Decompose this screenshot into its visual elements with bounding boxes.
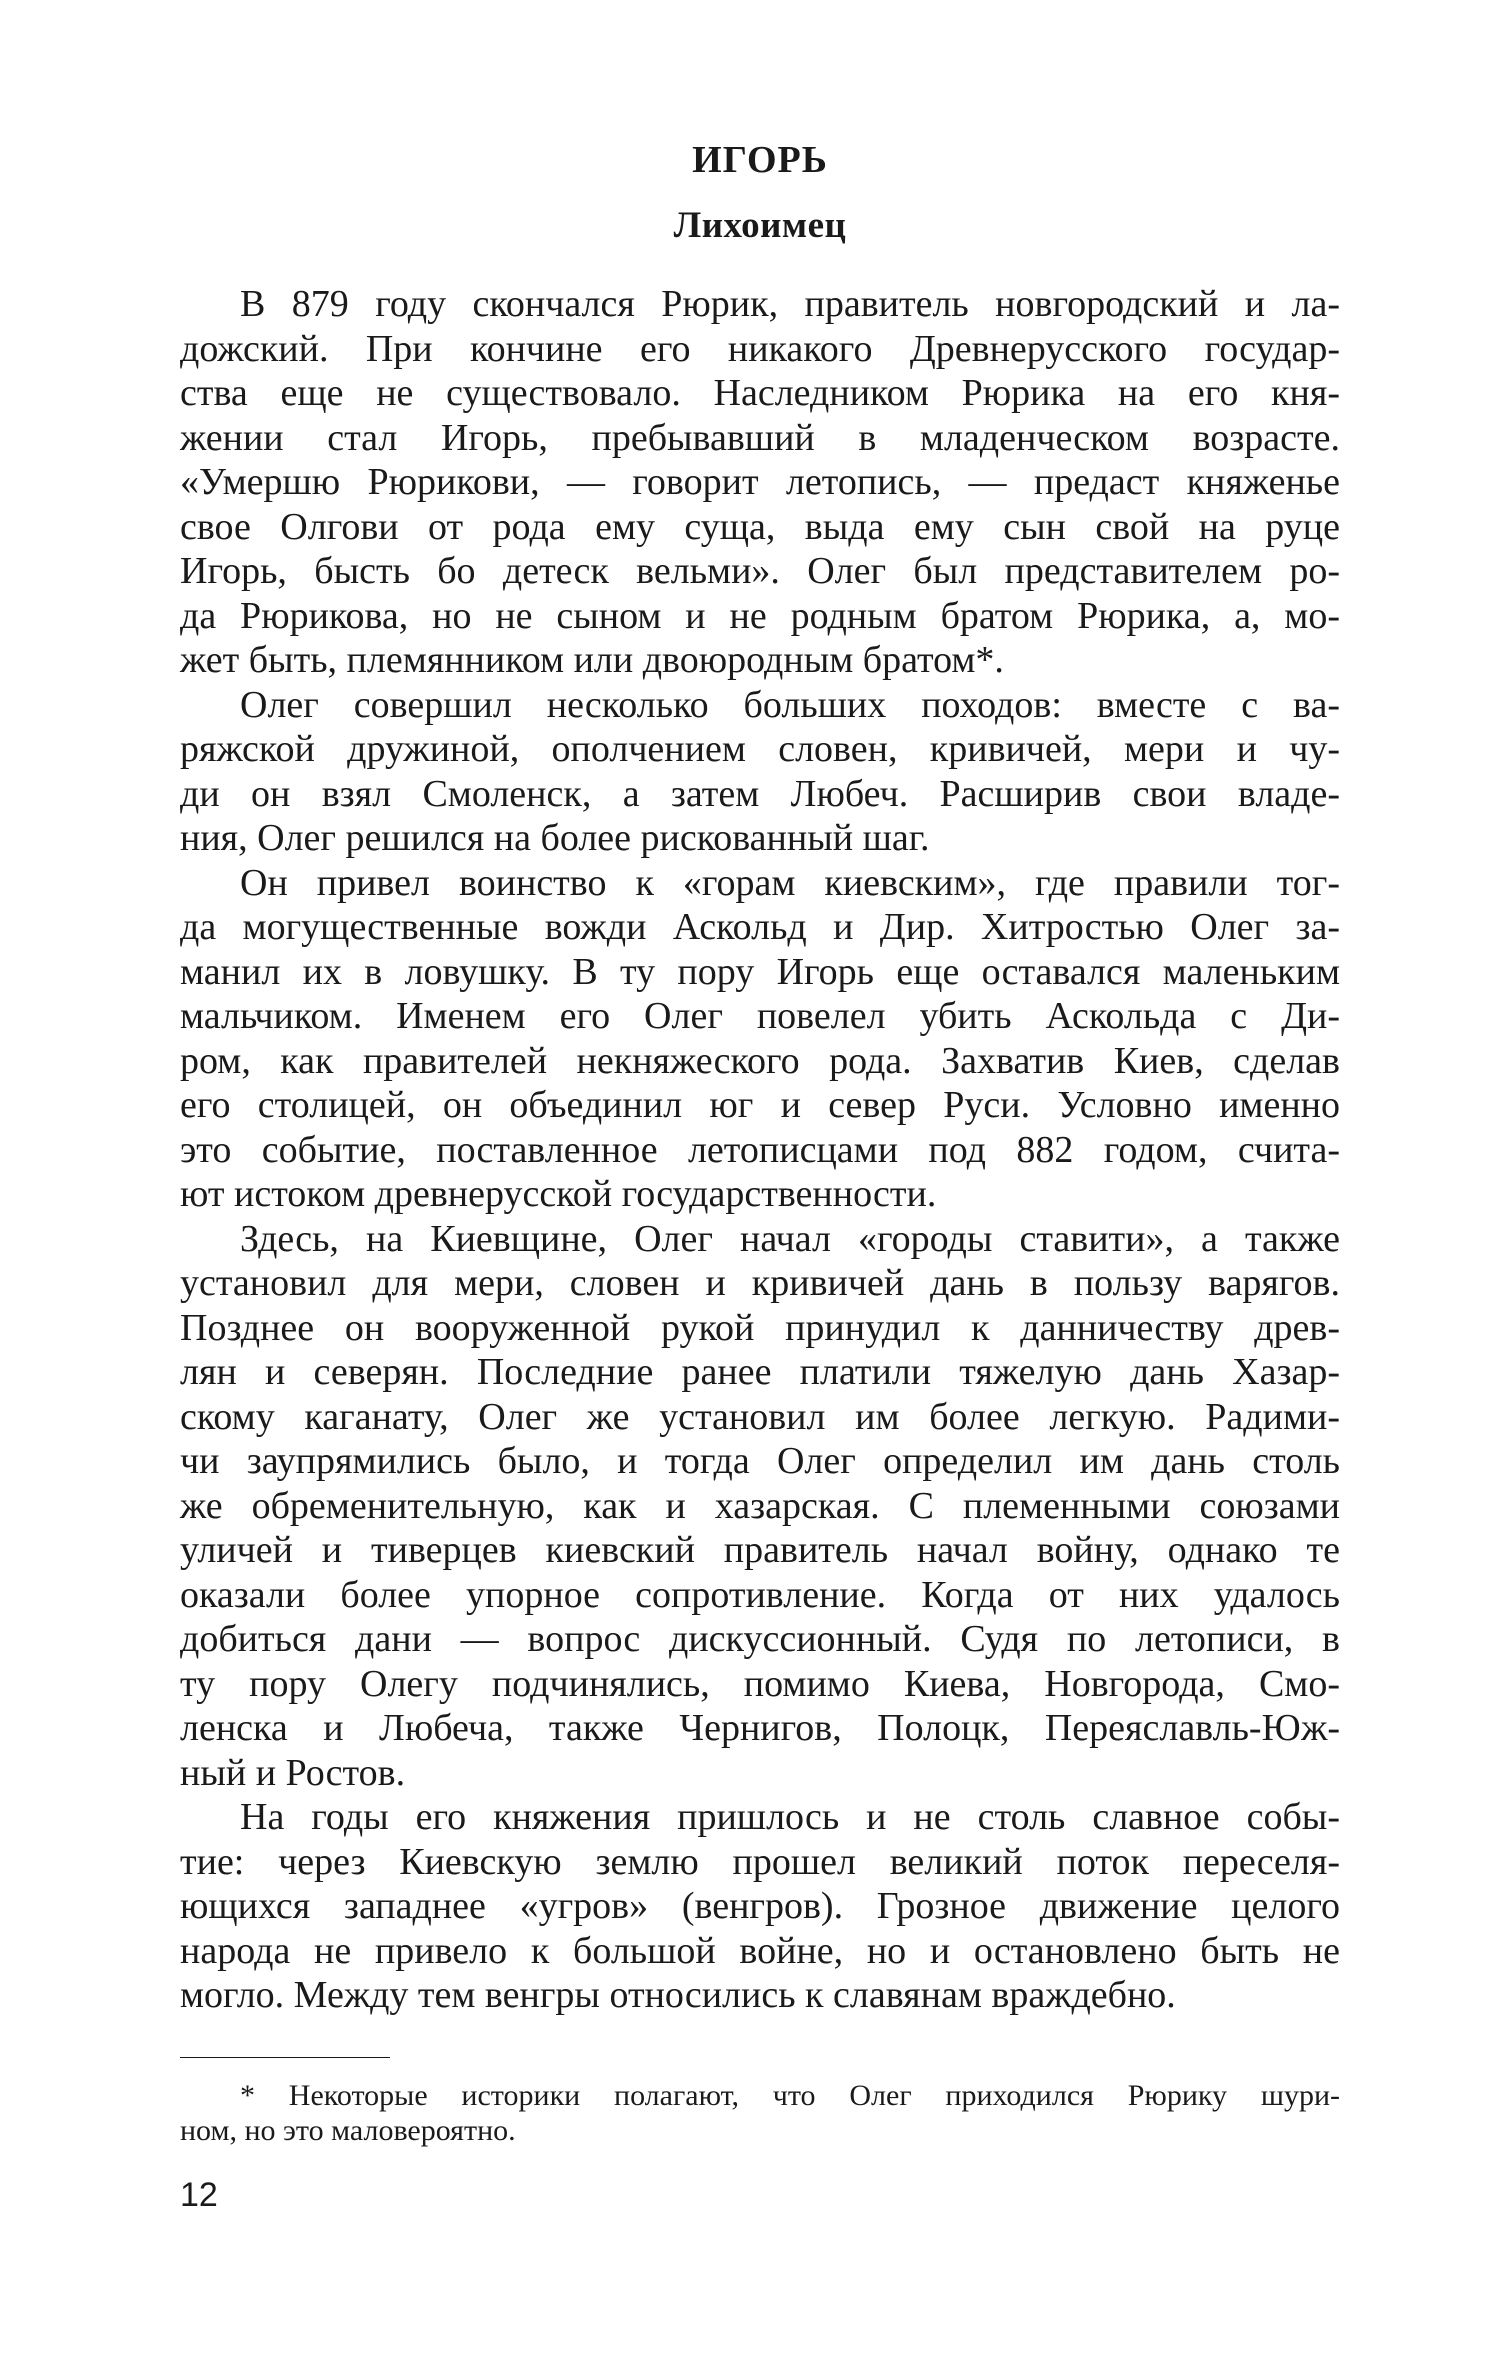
chapter-subtitle: Лихоимец	[673, 205, 847, 246]
paragraph	[180, 861, 1340, 1217]
paragraph-line: ленска и Любеча, также Чернигов, Полоцк, Переяславль-Юж-	[180, 1707, 1340, 1749]
paragraph-line: ряжской дружиной, ополчением словен, кривичей, мери и чу-	[180, 728, 1340, 770]
chapter-title: ИГОРЬ	[692, 139, 828, 181]
paragraph-line: Позднее он вооруженной рукой принудил к данничеству древ-	[180, 1306, 1340, 1349]
paragraph-line: же обременительную, как и хазарская. С племенными союзами	[180, 1484, 1340, 1527]
paragraph-line: чи заупрямились было, и тогда Олег определил им дань столь	[180, 1440, 1340, 1482]
paragraph-line: На годы его княжения пришлось и не столь славное собы-	[240, 1796, 1340, 1838]
paragraph-line: уличей и тиверцев киевский правитель начал войну, однако те	[180, 1529, 1340, 1571]
paragraph-line: ту пору Олегу подчинялись, помимо Киева, Новгорода, Смо-	[180, 1662, 1340, 1705]
paragraph-line: ния, Олег решился на более рискованный шаг.	[180, 817, 930, 859]
paragraph-line: установил для мери, словен и кривичей дань в пользу варягов.	[180, 1262, 1340, 1304]
paragraph-line: да Рюрикова, но не сыном и не родным братом Рюрика, а, мо-	[180, 594, 1340, 637]
paragraph-line: В 879 году скончался Рюрик, правитель новгородский и ла-	[240, 283, 1340, 325]
footnote	[180, 2078, 1340, 2148]
paragraph-line: лян и северян. Последние ранее платили тяжелую дань Хазар-	[180, 1351, 1340, 1393]
paragraph-line: мальчиком. Именем его Олег повелел убить Аскольда с Ди-	[180, 995, 1340, 1037]
paragraph-line: ства еще не существовало. Наследником Рюрика на его кня-	[180, 372, 1340, 414]
footnote-divider	[180, 2057, 390, 2058]
paragraph-line: ром, как правителей некняжеского рода. Захватив Киев, сделав	[180, 1039, 1340, 1082]
paragraph-line: скому каганату, Олег же установил им более легкую. Радими-	[180, 1395, 1340, 1438]
footnote-line: ном, но это маловероятно.	[180, 2114, 516, 2147]
paragraph-line: ющихся западнее «угров» (венгров). Грозное движение целого	[180, 1885, 1340, 1927]
paragraph-line: ный и Ростов.	[180, 1751, 406, 1794]
paragraph	[180, 282, 1340, 683]
paragraph	[180, 1217, 1340, 1796]
paragraph-line: Он привел воинство к «горам киевским», где правили тог-	[240, 861, 1340, 904]
paragraph-line: да могущественные вожди Аскольд и Дир. Хитростью Олег за-	[180, 906, 1340, 948]
paragraph-line: ют истоком древнерусской государственности.	[180, 1173, 937, 1215]
paragraph-line: свое Олгови от рода ему суща, выда ему сын свой на руце	[180, 505, 1340, 548]
paragraph-line: тие: через Киевскую землю прошел великий поток переселя-	[180, 1840, 1340, 1883]
paragraph-line: Игорь, бысть бо детеск вельми». Олег был представителем ро-	[180, 550, 1340, 592]
paragraph-line: «Умершю Рюрикови, — говорит летопись, — предаст княженье	[180, 461, 1340, 503]
paragraph	[180, 1795, 1340, 2018]
paragraph-line: манил их в ловушку. В ту пору Игорь еще оставался маленьким	[180, 950, 1340, 993]
paragraph-line: жении стал Игорь, пребывавший в младенческом возрасте.	[180, 416, 1340, 459]
footnote-line: * Некоторые историки полагают, что Олег приходился Рюрику шури-	[240, 2079, 1340, 2112]
paragraph-line: могло. Между тем венгры относились к славянам враждебно.	[180, 1974, 1176, 2016]
paragraph-line: его столицей, он объединил юг и север Руси. Условно именно	[180, 1084, 1340, 1126]
paragraph-line: Олег совершил несколько больших походов: вместе с ва-	[240, 683, 1340, 726]
paragraph-line: дожский. При кончине его никакого Древнерусского государ-	[180, 327, 1340, 370]
paragraph-line: оказали более упорное сопротивление. Когда от них удалось	[180, 1573, 1340, 1616]
paragraph-line: добиться дани — вопрос дискуссионный. Судя по летописи, в	[180, 1618, 1340, 1660]
paragraph-line: Здесь, на Киевщине, Олег начал «городы ставити», а также	[240, 1217, 1340, 1260]
paragraph-line: ди он взял Смоленск, а затем Любеч. Расширив свои владе-	[180, 772, 1340, 815]
page-number: 12	[180, 2176, 218, 2214]
paragraph-line: народа не привело к большой войне, но и остановлено быть не	[180, 1929, 1340, 1972]
paragraph-line: жет быть, племянником или двоюродным братом*.	[180, 639, 1004, 681]
paragraph	[180, 683, 1340, 861]
body-text	[180, 282, 1340, 2018]
paragraph-line: это событие, поставленное летописцами под 882 годом, счита-	[180, 1128, 1340, 1171]
